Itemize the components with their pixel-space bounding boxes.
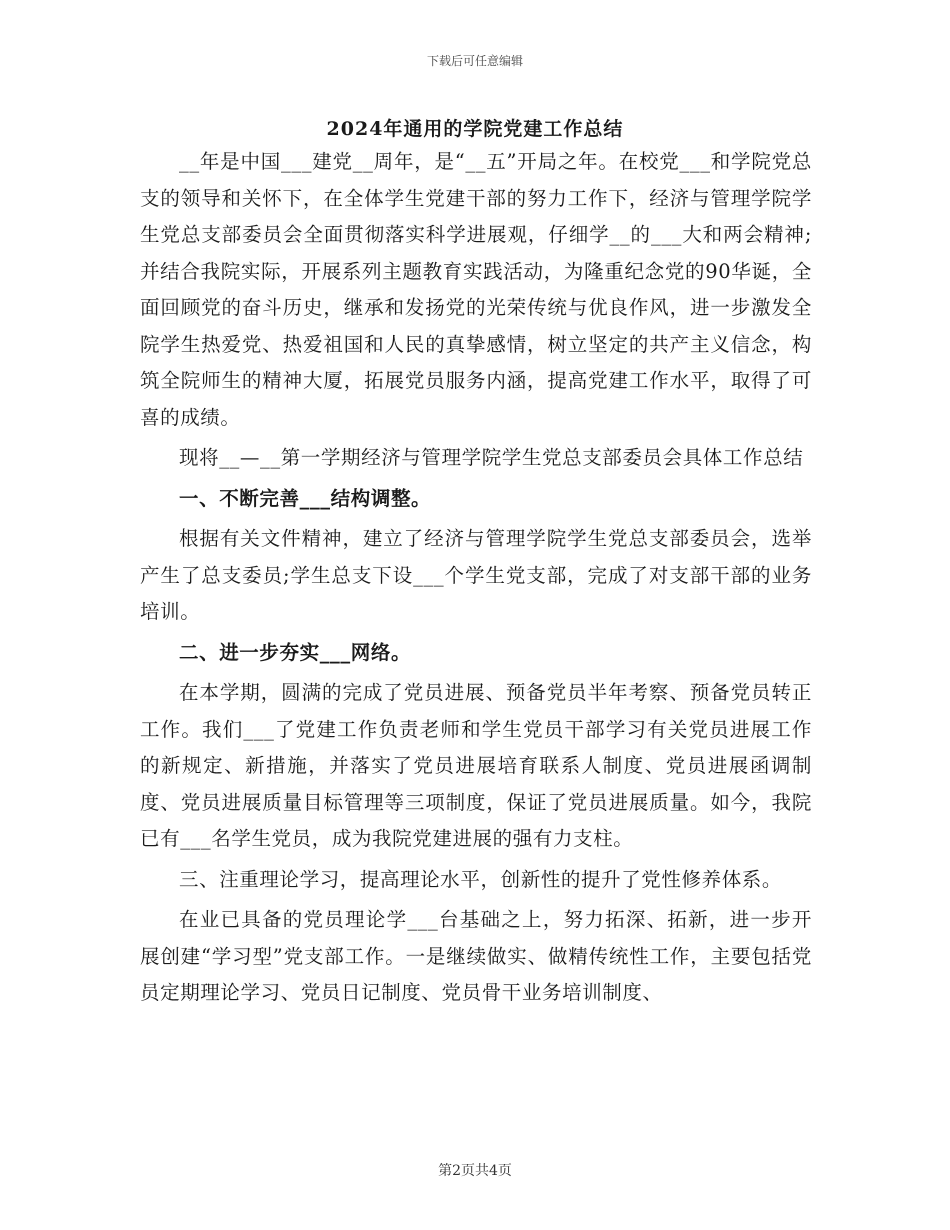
paragraph-summary-lead: 现将__—__第一学期经济与管理学院学生党总支部委员会具体工作总结 bbox=[179, 446, 804, 469]
paragraph-section-1: 根据有关文件精神，建立了经济与管理学院学生党总支部委员会，选举产生了总支委员;学生总支下设___个学生党支部，完成了对支部干部的业务培训。 bbox=[140, 527, 812, 623]
section-heading-1: 一、不断完善___结构调整。 bbox=[179, 486, 432, 510]
section-heading-3: 三、注重理论学习，提高理论水平，创新性的提升了党性修养体系。 bbox=[179, 867, 783, 891]
page-number-footer: 第2页共4页 bbox=[438, 1163, 512, 1179]
paragraph-section-3: 在业已具备的党员理论学___台基础之上，努力拓深、拓新，进一步开展创建“学习型”党支部工作。一是继续做实、做精传统性工作，主要包括党员定期理论学习、党员日记制度、党员骨干业务培训制度、 bbox=[140, 908, 812, 1004]
paragraph-intro: __年是中国___建党__周年，是“__五”开局之年。在校党___和学院党总支的领导和关怀下，在全体学生党建干部的努力工作下，经济与管理学院学生党总支部委员会全面贯彻落实科学进展观，仔细学__的___大和两会精神;并结合我院实际，开展系列主题教育实践活动，为隆重纪念党的90华诞，全面回顾党的奋斗历史，继承和发扬党的光荣传统与优良作风，进一步激发全院学生热爱党、热爱祖国和人民的真挚感情，树立坚定的共产主义信念，构筑全院师生的精神大厦，拓展党员服务内涵，提高党建工作水平，取得了可喜的成绩。 bbox=[140, 150, 812, 429]
header-note: 下载后可任意编辑 bbox=[426, 54, 523, 68]
document-body bbox=[140, 144, 812, 1012]
paragraph-section-2: 在本学期，圆满的完成了党员进展、预备党员半年考察、预备党员转正工作。我们___了党建工作负责老师和学生党员干部学习有关党员进展工作的新规定、新措施，并落实了党员进展培育联系人制度、党员进展函调制度、党员进展质量目标管理等三项制度，保证了党员进展质量。如今，我院已有___名学生党员，成为我院党建进展的强有力支柱。 bbox=[140, 681, 812, 850]
document-title: 2024年通用的学院党建工作总结 bbox=[326, 118, 624, 140]
section-heading-2: 二、进一步夯实___网络。 bbox=[179, 640, 412, 664]
